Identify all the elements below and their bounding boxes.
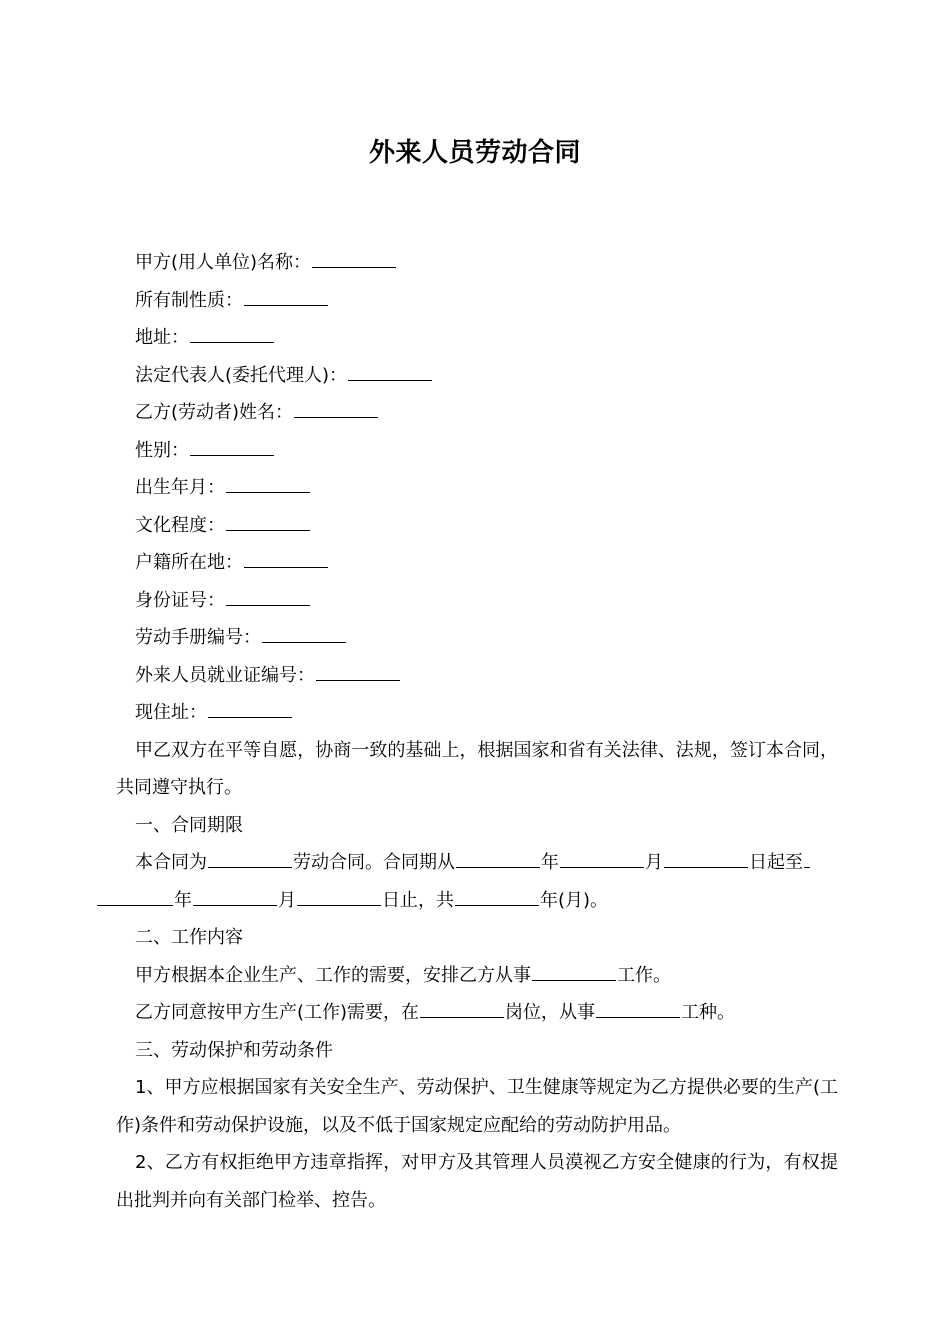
field-employer-name (116, 244, 838, 282)
field-education (116, 507, 838, 545)
field-ownership (116, 282, 838, 320)
text-run: 月 (278, 889, 296, 911)
fill-blank[interactable] (312, 248, 396, 268)
fill-blank[interactable] (244, 548, 328, 568)
section-heading: 一、合同期限 (135, 814, 243, 836)
field-label: 现住址： (135, 702, 207, 723)
text-run: 年 (174, 889, 192, 911)
fill-blank[interactable] (244, 286, 328, 306)
fill-blank[interactable] (455, 886, 539, 906)
section-heading: 二、工作内容 (135, 927, 243, 948)
text-run: 月 (645, 852, 663, 873)
text-run: 年(月)。 (540, 889, 609, 911)
fill-blank[interactable] (226, 586, 310, 606)
fill-blank[interactable] (190, 436, 274, 456)
field-label: 身份证号： (135, 589, 225, 611)
fill-blank[interactable] (596, 998, 680, 1018)
field-label: 地址： (135, 327, 189, 348)
field-label: 所有制性质： (135, 289, 243, 311)
fill-blank[interactable] (208, 698, 292, 718)
fill-blank[interactable] (262, 623, 346, 643)
field-address (116, 319, 838, 357)
text-run: 日起至 (749, 852, 803, 873)
fill-blank[interactable] (208, 848, 292, 868)
preamble-paragraph: 甲乙双方在平等自愿，协商一致的基础上，根据国家和省有关法律、法规，签订本合同，共同遵守执行。 (116, 739, 838, 798)
field-current-address (116, 694, 838, 732)
fill-blank[interactable] (97, 886, 173, 906)
work-content-paragraph (116, 957, 838, 995)
fill-blank[interactable] (294, 398, 378, 418)
fill-blank[interactable] (226, 511, 310, 531)
fill-blank[interactable] (560, 848, 644, 868)
field-label: 法定代表人(委托代理人)： (135, 364, 348, 386)
text-run: 本合同为 (135, 852, 207, 873)
text-run: 工种。 (681, 1002, 736, 1023)
field-household-registration (116, 544, 838, 582)
fill-blank[interactable] (193, 886, 277, 906)
field-id-number (116, 582, 838, 620)
text-run: 年 (541, 852, 559, 873)
section-heading: 三、劳动保护和劳动条件 (135, 1039, 333, 1061)
fill-blank[interactable] (226, 473, 310, 493)
field-labor-handbook-number (116, 619, 838, 657)
document-title: 外来人员劳动合同 (368, 138, 581, 168)
text-run: 劳动合同。合同期从 (293, 852, 455, 873)
contract-term-paragraph (116, 844, 838, 919)
fill-blank[interactable] (348, 361, 432, 381)
field-label: 文化程度： (135, 514, 225, 536)
field-legal-representative (116, 357, 838, 395)
labor-protection-item: 2、乙方有权拒绝甲方违章指挥，对甲方及其管理人员漠视乙方安全健康的行为，有权提出批判并向有关部门检举、控告。 (116, 1152, 838, 1211)
field-label: 劳动手册编号： (135, 627, 261, 648)
fill-blank[interactable] (420, 998, 504, 1018)
field-label: 外来人员就业证编号： (135, 664, 315, 686)
labor-protection-item: 1、甲方应根据国家有关安全生产、劳动保护、卫生健康等规定为乙方提供必要的生产(工作)条件和劳动保护设施，以及不低于国家规定应配给的劳动防护用品。 (116, 1077, 838, 1136)
field-label: 甲方(用人单位)名称： (135, 252, 312, 273)
text-run: 乙方同意按甲方生产(工作)需要，在 (135, 1002, 420, 1023)
field-gender (116, 432, 838, 470)
fill-blank[interactable] (316, 661, 400, 681)
fill-blank[interactable] (804, 848, 810, 868)
field-employment-permit-number (116, 657, 838, 695)
field-label: 性别： (135, 439, 189, 461)
fill-blank[interactable] (456, 848, 540, 868)
document-body (116, 244, 838, 1219)
text-run: 甲方根据本企业生产、工作的需要，安排乙方从事 (135, 964, 531, 986)
fill-blank[interactable] (532, 961, 616, 981)
field-label: 户籍所在地： (135, 552, 243, 573)
text-run: 日止，共 (382, 889, 454, 911)
field-label: 乙方(劳动者)姓名： (135, 402, 294, 423)
fill-blank[interactable] (190, 323, 274, 343)
text-run: 工作。 (617, 964, 671, 986)
field-label: 出生年月： (135, 477, 225, 498)
fill-blank[interactable] (664, 848, 748, 868)
text-run: 岗位，从事 (505, 1002, 596, 1023)
fill-blank[interactable] (297, 886, 381, 906)
work-position-paragraph (116, 994, 838, 1032)
field-employee-name (116, 394, 838, 432)
field-birth-date (116, 469, 838, 507)
